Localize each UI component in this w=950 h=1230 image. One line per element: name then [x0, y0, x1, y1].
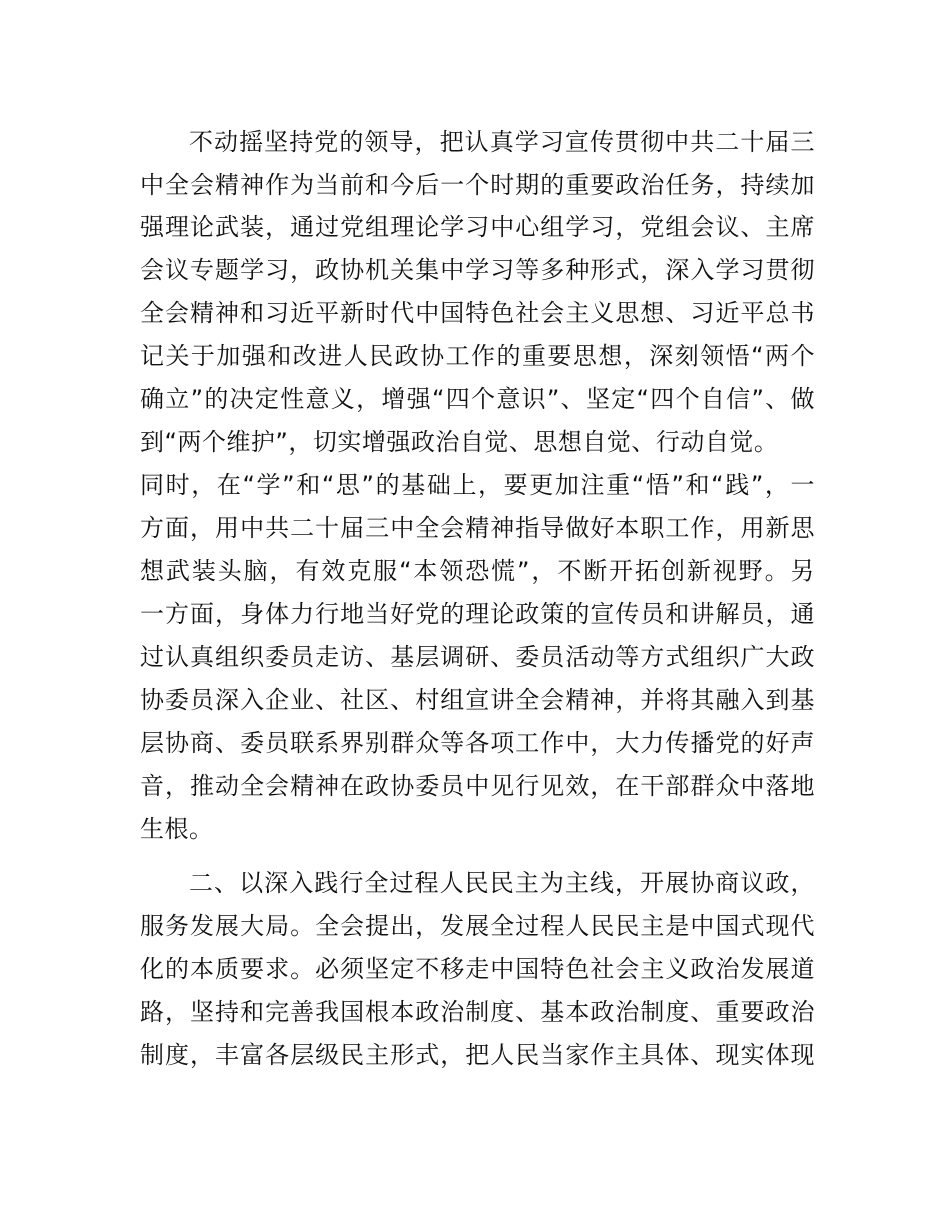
paragraph-1-line-2: 中全会精神作为当前和今后一个时期的重要政治任务，持续加: [140, 171, 815, 199]
paragraph-1-line-4: 会议专题学习，政协机关集中学习等多种形式，深入学习贯彻: [140, 256, 815, 284]
paragraph-1-line-7: 确立”的决定性意义，增强“四个意识”、坚定“四个自信”、做: [140, 385, 815, 413]
paragraph-1-line-11: 想武装头脑，有效克服“本领恐慌”，不断开拓创新视野。另: [140, 557, 815, 585]
paragraph-1-line-13: 过认真组织委员走访、基层调研、委员活动等方式组织广大政: [140, 643, 815, 671]
paragraph-1-line-16: 音，推动全会精神在政协委员中见行见效，在干部群众中落地: [140, 772, 815, 800]
paragraph-1-line-17: 生根。: [140, 815, 214, 843]
paragraph-1-line-3: 强理论武装，通过党组理论学习中心组学习，党组会议、主席: [140, 213, 815, 241]
paragraph-1-line-14: 协委员深入企业、社区、村组宣讲全会精神，并将其融入到基: [140, 686, 815, 714]
paragraph-1-line-12: 一方面，身体力行地当好党的理论政策的宣传员和讲解员，通: [140, 600, 815, 628]
paragraph-1-line-1: 不动摇坚持党的领导，把认真学习宣传贯彻中共二十届三: [189, 128, 815, 156]
paragraph-2-line-4: 路，坚持和完善我国根本政治制度、基本政治制度、重要政治: [140, 998, 815, 1026]
paragraph-1-line-9: 同时，在“学”和“思”的基础上，要更加注重“悟”和“践”，一: [140, 471, 815, 499]
paragraph-2-line-5: 制度，丰富各层级民主形式，把人民当家作主具体、现实体现: [140, 1041, 815, 1069]
paragraph-2-line-1: 二、以深入践行全过程人民民主为主线，开展协商议政，: [189, 869, 815, 897]
paragraph-2-line-2: 服务发展大局。全会提出，发展全过程人民民主是中国式现代: [140, 912, 815, 940]
paragraph-1-line-5: 全会精神和习近平新时代中国特色社会主义思想、习近平总书: [140, 299, 815, 327]
paragraph-2-line-3: 化的本质要求。必须坚定不移走中国特色社会主义政治发展道: [140, 955, 815, 983]
paragraph-1-line-6: 记关于加强和改进人民政协工作的重要思想，深刻领悟“两个: [140, 342, 815, 370]
paragraph-1-line-15: 层协商、委员联系界别群众等各项工作中，大力传播党的好声: [140, 729, 815, 757]
paragraph-1-line-8: 到“两个维护”，切实增强政治自觉、思想自觉、行动自觉。: [140, 428, 779, 456]
paragraph-1-line-10: 方面，用中共二十届三中全会精神指导做好本职工作，用新思: [140, 514, 815, 542]
